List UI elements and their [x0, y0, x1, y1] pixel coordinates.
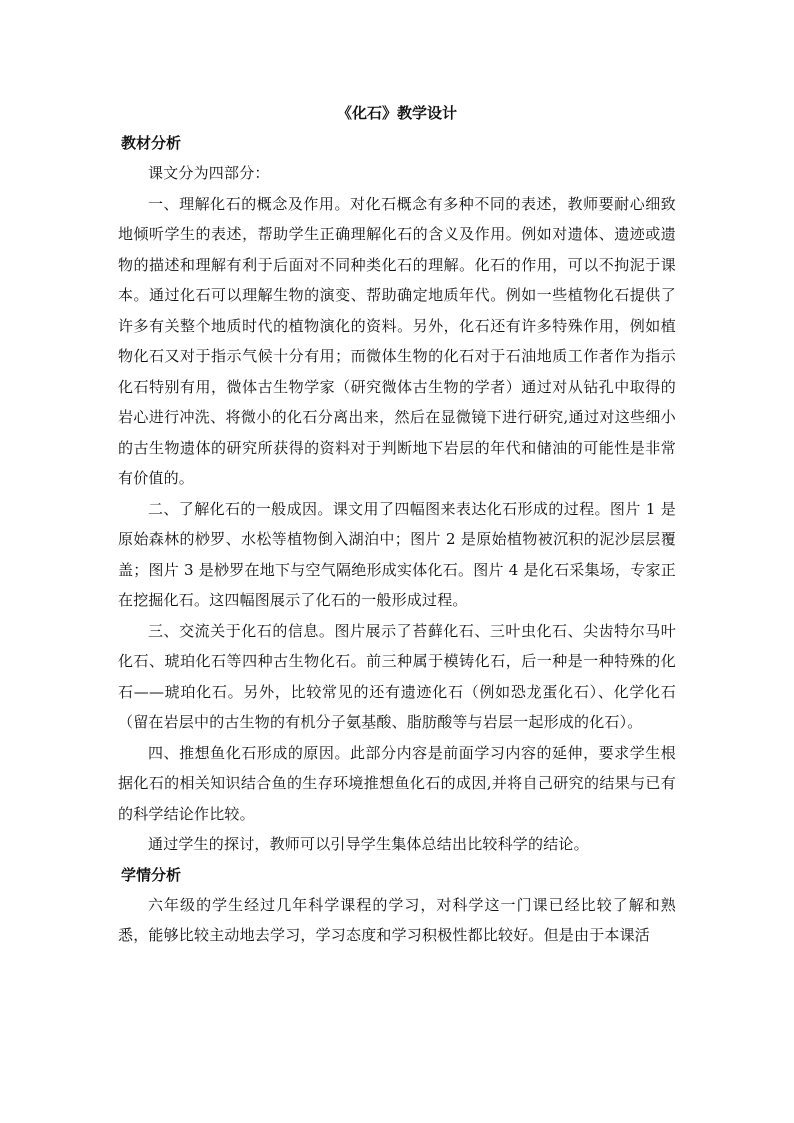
document-title: 《化石》教学设计	[336, 104, 457, 122]
paragraph-student-analysis: 六年级的学生经过几年科学课程的学习，对科学这一门课已经比较了解和熟悉，能够比较主动地去学习，学习态度和学习积极性都比较好。但是由于本课活	[118, 895, 676, 944]
paragraph-part-two: 二、了解化石的一般成因。课文用了四幅图来表达化石形成的过程。图片 1 是原始森林的桫罗、水松等植物倒入湖泊中；图片 2 是原始植物被沉积的泥沙层层覆盖；图片 3 是桫罗在地下与空气隔绝形成实体化石。图片 4 是化石采集场，专家正在挖掘化石。这四幅图展示了化石的一般形成过程。	[118, 499, 676, 609]
section-heading: 教材分析	[121, 134, 182, 152]
document-body	[118, 98, 676, 951]
section-student-analysis	[118, 860, 676, 951]
section-textbook-analysis	[118, 128, 676, 860]
paragraph-part-one: 一、理解化石的概念及作用。对化石概念有多种不同的表述，教师要耐心细致地倾听学生的表述，帮助学生正确理解化石的含义及作用。例如对遗体、遗迹或遗物的描述和理解有利于后面对不同种类化石的理解。化石的作用，可以不拘泥于课本。通过化石可以理解生物的演变、帮助确定地质年代。例如一些植物化石提供了许多有关整个地质时代的植物演化的资料。另外，化石还有许多特殊作用，例如植物化石又对于指示气候十分有用；而微体生物的化石对于石油地质工作者作为指示化石特别有用，微体古生物学家（研究微体古生物的学者）通过对从钻孔中取得的岩心进行冲洗、将微小的化石分离出来，然后在显微镜下进行研究,通过对这些细小的古生物遗体的研究所获得的资料对于判断地下岩层的年代和储油的可能性是非常有价值的。	[118, 194, 676, 487]
paragraph-summary: 通过学生的探讨，教师可以引导学生集体总结出比较科学的结论。	[148, 835, 589, 853]
section-heading: 学情分析	[121, 865, 182, 884]
paragraph-intro: 课文分为四部分：	[148, 164, 270, 182]
paragraph-part-three: 三、交流关于化石的信息。图片展示了苔藓化石、三叶虫化石、尖齿特尔马叶化石、琥珀化石等四种古生物化石。前三种属于模铸化石，后一种是一种特殊的化石——琥珀化石。另外，比较常见的还有遗迹化石（例如恐龙蛋化石）、化学化石（留在岩层中的古生物的有机分子氨基酸、脂肪酸等与岩层一起形成的化石）。	[118, 621, 676, 731]
paragraph-part-four: 四、推想鱼化石形成的原因。此部分内容是前面学习内容的延伸，要求学生根据化石的相关知识结合鱼的生存环境推想鱼化石的成因,并将自己研究的结果与已有的科学结论作比较。	[118, 743, 676, 823]
